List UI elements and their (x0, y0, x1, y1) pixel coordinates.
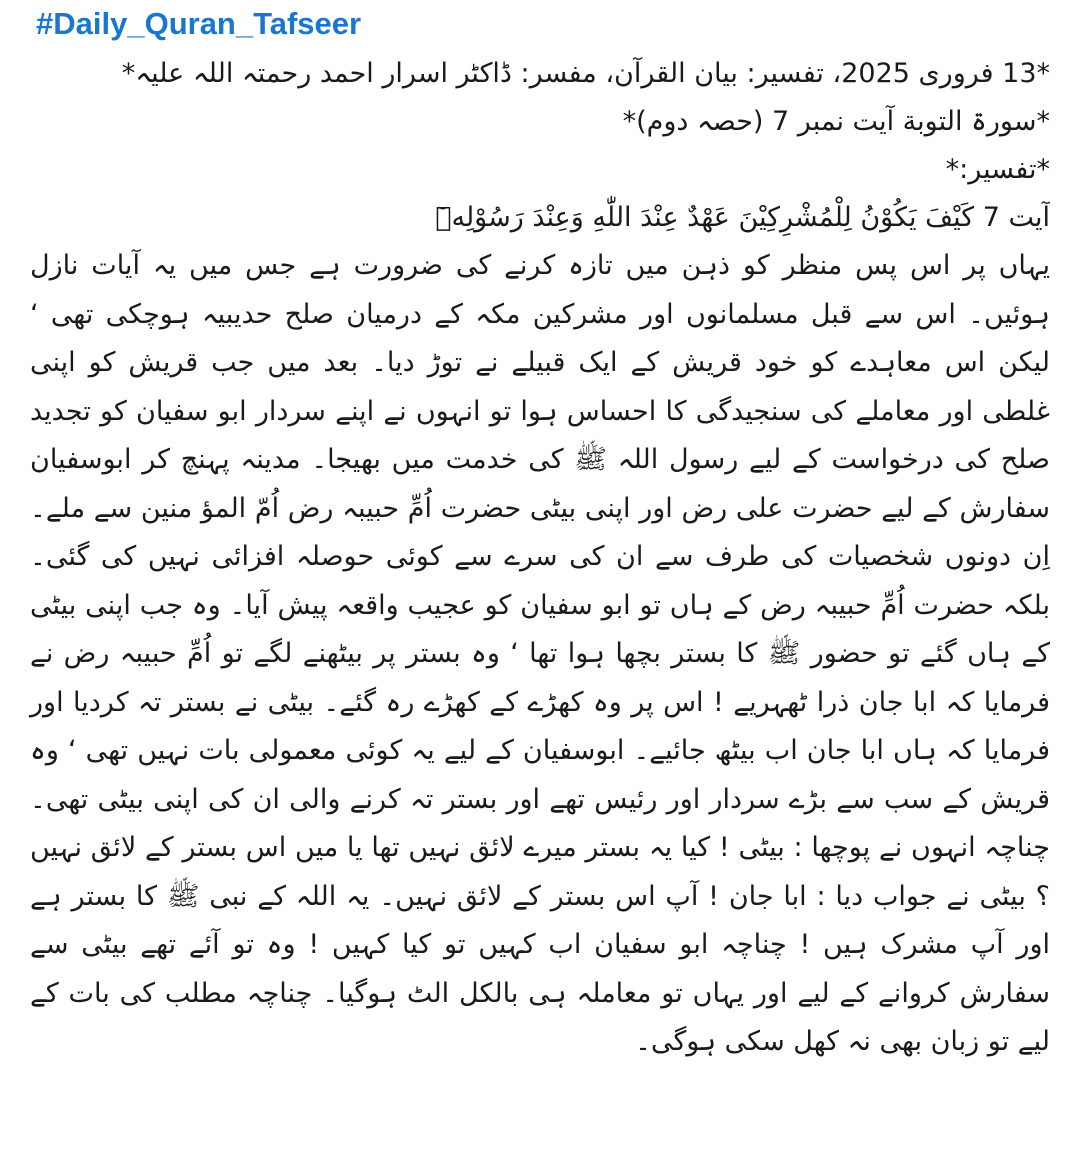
tafseer-heading: *تفسیر:* (945, 154, 1050, 185)
hashtag-link[interactable]: #Daily_Quran_Tafseer (36, 6, 362, 41)
tafseer-paragraph: یہاں پر اس پس منظر کو ذہن میں تازہ کرنے کی ضرورت ہے جس میں یہ آیات نازل ہوئیں۔ اس سے قبل مسلمانوں اور مشرکین مکہ کے درمیان صلح حدیبیہ ہوچکی تھی ‘ لیکن اس معاہدے کو خود قریش کے ایک قبیلے نے توڑ دیا۔ بعد میں جب قریش کو اپنی غلطی اور معاملے کی سنجیدگی کا احساس ہوا تو انہوں نے اپنے سردار ابو سفیان کو تجدید صلح کی درخواست کے لیے رسول اللہ ﷺ کی خدمت میں بھیجا۔ مدینہ پہنچ کر ابوسفیان سفارش کے لیے حضرت علی رض اور اپنی بیٹی حضرت اُمِّ حبیبہ رض اُمّ المؤ منین سے ملے۔ اِن دونوں شخصیات کی طرف سے ان کی سرے سے کوئی حوصلہ افزائی نہیں کی گئی۔ بلکہ حضرت اُمِّ حبیبہ رض کے ہاں تو ابو سفیان کو عجیب واقعہ پیش آیا۔ وہ جب اپنی بیٹی کے ہاں گئے تو حضور ﷺ کا بستر بچھا ہوا تھا ‘ وہ بستر پر بیٹھنے لگے تو اُمِّ حبیبہ رض نے فرمایا کہ ابا جان ذرا ٹھہریے ! اس پر وہ کھڑے کے کھڑے رہ گئے۔ بیٹی نے بستر تہ کردیا اور فرمایا کہ ہاں ابا جان اب بیٹھ جائیے۔ ابوسفیان کے لیے یہ کوئی معمولی بات نہیں تھی ‘ وہ قریش کے سب سے بڑے سردار اور رئیس تھے اور بستر تہ کرنے والی ان کی اپنی بیٹی تھی۔ چناچہ انہوں نے پوچھا : بیٹی ! کیا یہ بستر میرے لائق نہیں تھا یا میں اس بستر کے لائق نہیں ؟ بیٹی نے جواب دیا : ابا جان ! آپ اس بستر کے لائق نہیں۔ یہ اللہ کے نبی ﷺ کا بستر ہے اور آپ مشرک ہیں ! چناچہ ابو سفیان اب کہیں تو کیا کہیں ! وہ تو آئے تھے بیٹی سے سفارش کروانے کے لیے اور یہاں تو معاملہ ہی بالکل الٹ ہوگیا۔ چناچہ مطلب کی بات کے لیے تو زبان بھی نہ کھل سکی ہوگی۔ (30, 250, 1050, 1057)
ayah-line: آیت 7 كَيْفَ يَكُوْنُ لِلْمُشْرِكِيْنَ عَهْدٌ عِنْدَ اللّٰهِ وَعِنْدَ رَسُوْلِهٖٓ (435, 202, 1050, 233)
surah-line: *سورۃ التوبة آیت نمبر 7 (حصہ دوم)* (622, 106, 1050, 137)
date-line: *13 فروری 2025، تفسیر: بیان القرآن، مفسر: ڈاکٹر اسرار احمد رحمتہ اللہ علیہ* (121, 58, 1050, 89)
post-body (30, 50, 1050, 1067)
